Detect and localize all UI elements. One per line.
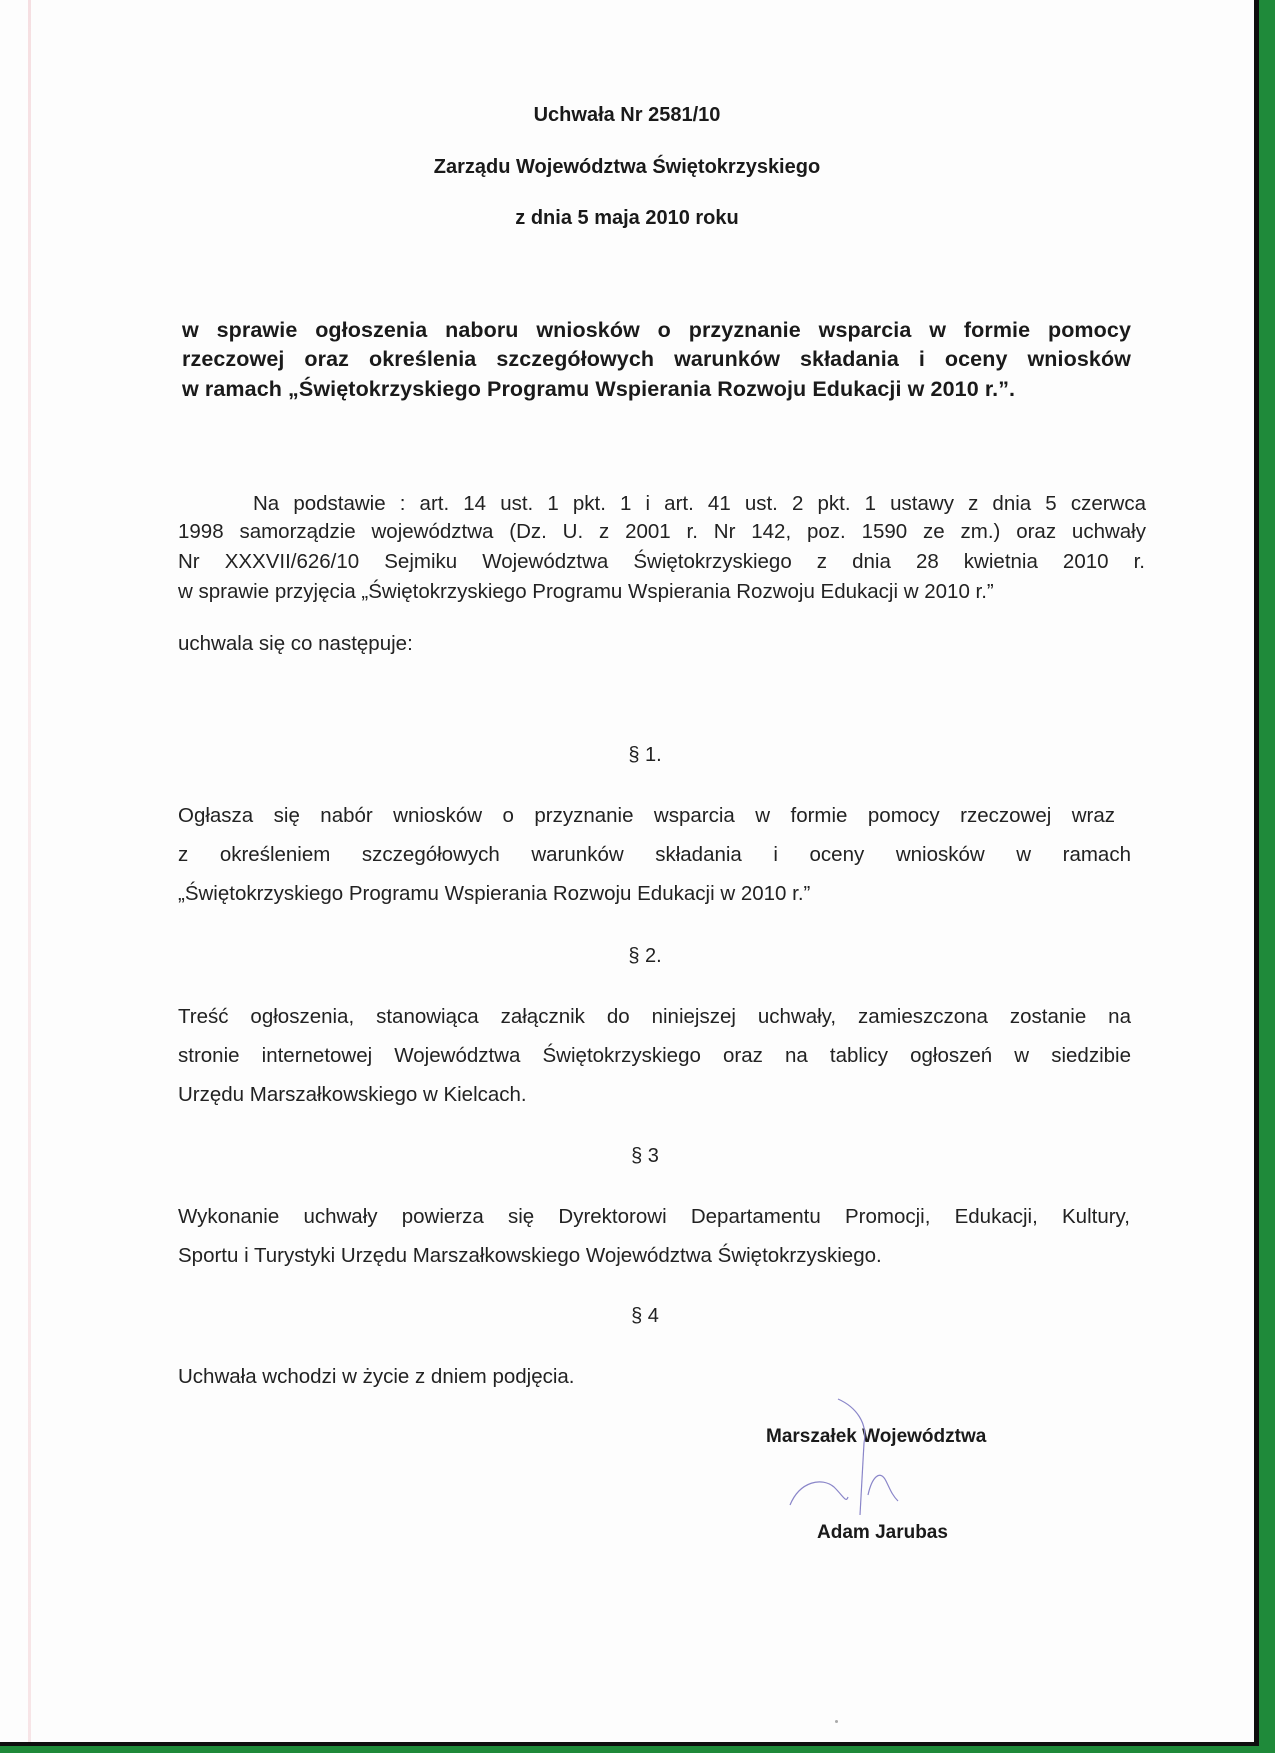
section-1-line-1: Ogłasza się nabór wniosków o przyznanie wsparcia w formie pomocy rzeczowej wraz bbox=[178, 804, 1115, 827]
subject-line-3: w ramach „Świętokrzyskiego Programu Wspierania Rozwoju Edukacji w 2010 r.”. bbox=[182, 377, 1016, 401]
preamble-line-3: Nr XXXVII/626/10 Sejmiku Województwa Świętokrzyskiego z dnia 28 kwietnia 2010 r. bbox=[178, 550, 1145, 573]
subject-line-1: w sprawie ogłoszenia naboru wniosków o przyznanie wsparcia w formie pomocy bbox=[182, 318, 1131, 342]
scan-speck bbox=[835, 1720, 838, 1723]
section-2-line-1: Treść ogłoszenia, stanowiąca załącznik do niniejszej uchwały, zamieszczona zostanie na bbox=[178, 1005, 1131, 1028]
section-1-line-3: „Świętokrzyskiego Programu Wspierania Rozwoju Edukacji w 2010 r.” bbox=[178, 882, 811, 905]
section-2-line-3: Urzędu Marszałkowskiego w Kielcach. bbox=[178, 1083, 527, 1106]
section-1-line-2: z określeniem szczegółowych warunków składania i oceny wniosków w ramach bbox=[178, 843, 1131, 866]
section-2-heading: § 2. bbox=[628, 945, 662, 967]
preamble-line-4: w sprawie przyjęcia „Świętokrzyskiego Programu Wspierania Rozwoju Edukacji w 2010 r.” bbox=[178, 580, 994, 603]
subject-line-2: rzeczowej oraz określenia szczegółowych warunków składania i oceny wniosków bbox=[182, 347, 1131, 371]
preamble-line-1: Na podstawie : art. 14 ust. 1 pkt. 1 i art. 41 ust. 2 pkt. 1 ustawy z dnia 5 czerwca bbox=[253, 492, 1146, 515]
section-2-line-2: stronie internetowej Województwa Świętokrzyskiego oraz na tablicy ogłoszeń w siedzibie bbox=[178, 1044, 1131, 1067]
signatory-name: Adam Jarubas bbox=[817, 1522, 948, 1543]
resolution-title: Uchwała Nr 2581/10 bbox=[533, 104, 721, 126]
resolution-date: z dnia 5 maja 2010 roku bbox=[515, 207, 739, 229]
preamble-line-2: 1998 samorządzie województwa (Dz. U. z 2001 r. Nr 142, poz. 1590 ze zm.) oraz uchwały bbox=[178, 520, 1146, 543]
section-4-line-1: Uchwała wchodzi w życie z dniem podjęcia. bbox=[178, 1365, 575, 1388]
resolution-issuer: Zarządu Województwa Świętokrzyskiego bbox=[433, 156, 821, 178]
section-3-heading: § 3 bbox=[631, 1145, 659, 1167]
signatory-position: Marszałek Województwa bbox=[766, 1426, 987, 1447]
section-3-line-1: Wykonanie uchwały powierza się Dyrektorowi Departamentu Promocji, Edukacji, Kultury, bbox=[178, 1205, 1130, 1228]
section-3-line-2: Sportu i Turystyki Urzędu Marszałkowskiego Województwa Świętokrzyskiego. bbox=[178, 1244, 882, 1267]
section-4-heading: § 4 bbox=[631, 1305, 659, 1327]
resolves-clause: uchwala się co następuje: bbox=[178, 632, 413, 655]
section-1-heading: § 1. bbox=[628, 744, 662, 766]
handwritten-signature bbox=[760, 1385, 990, 1525]
